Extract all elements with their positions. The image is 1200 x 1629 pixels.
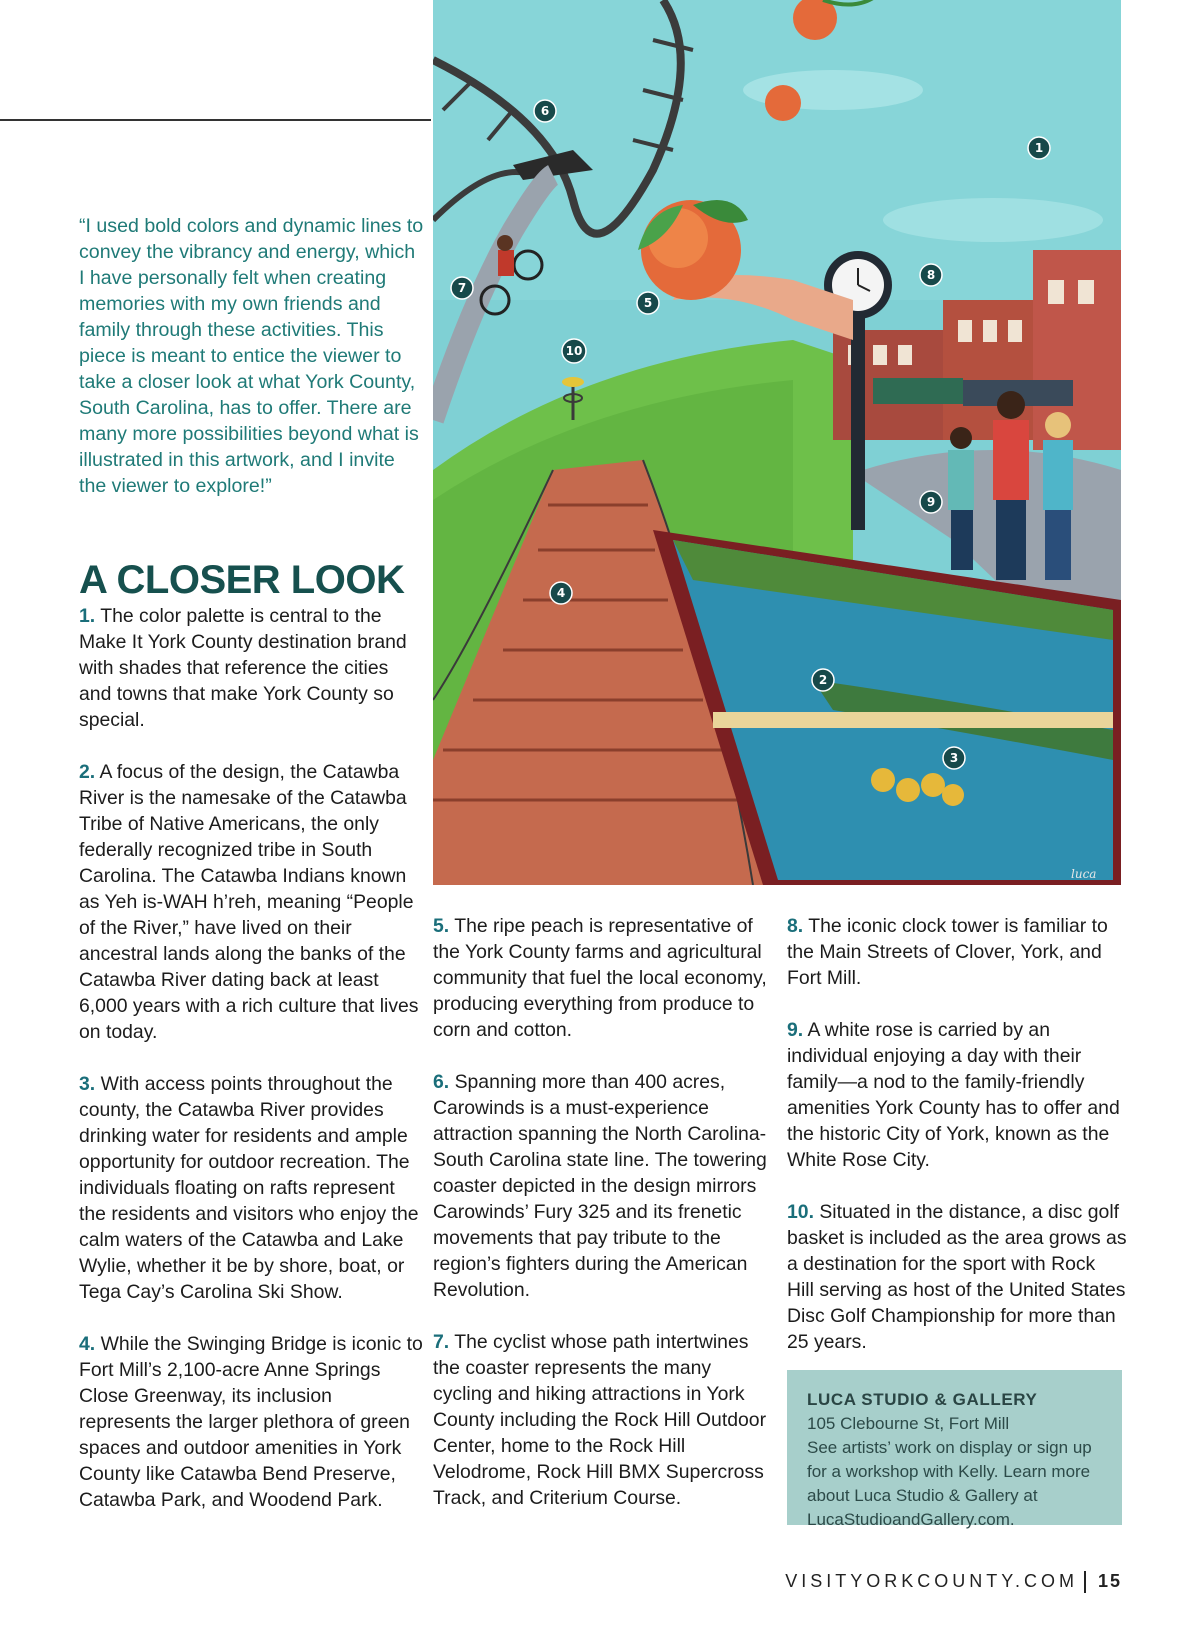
item-9 bbox=[787, 1017, 1127, 1173]
item-text: The ripe peach is representative of the York County farms and agricultural community that fuel the local economy, producing everything from produce to corn and cotton. bbox=[433, 915, 767, 1041]
item-text: The cyclist whose path intertwines the coaster represents the many cycling and hiking attractions in York County including the Rock Hill Outdoor Center, home to the Rock Hill Velodrome, Rock Hill BMX Supercross Track, and Criterium Course. bbox=[433, 1331, 767, 1509]
top-rule bbox=[0, 119, 431, 121]
item-number: 5. bbox=[433, 915, 450, 937]
badge-3 bbox=[943, 747, 965, 769]
item-number: 10. bbox=[787, 1201, 814, 1223]
clock-post bbox=[851, 300, 865, 530]
section-heading: A CLOSER LOOK bbox=[79, 558, 405, 602]
item-text: With access points throughout the county, the Catawba River provides drinking water for residents and ample opportunity for outdoor recreation. The individuals floating on rafts represent the residents and visitors who enjoy the calm waters of the Catawba and Lake Wylie, whether it be by shore, boat, or Tega Cay’s Carolina Ski Show. bbox=[79, 1073, 419, 1303]
artist-signature: luca bbox=[1071, 867, 1097, 881]
gallery-info-box bbox=[787, 1370, 1122, 1529]
badge-7 bbox=[451, 277, 473, 299]
item-10 bbox=[787, 1199, 1127, 1355]
svg-text:7: 7 bbox=[457, 281, 467, 295]
footer-site: VISITYORKCOUNTY.COM bbox=[785, 1571, 1078, 1591]
item-text: Situated in the distance, a disc golf basket is included as the area grows as a destination for the sport with Rock Hill serving as host of the United States Disc Golf Championship for more than 25 years. bbox=[787, 1201, 1127, 1353]
item-7 bbox=[433, 1329, 773, 1511]
badge-4 bbox=[550, 582, 572, 604]
column-3 bbox=[787, 913, 1127, 1381]
badge-6 bbox=[534, 100, 556, 122]
badge-8 bbox=[920, 264, 942, 286]
svg-text:2: 2 bbox=[818, 673, 828, 687]
gallery-address: 105 Clebourne St, Fort Mill bbox=[807, 1414, 1010, 1433]
item-text: The color palette is central to the Make It York County destination brand with shades that reference the cities and towns that make York County so special. bbox=[79, 605, 407, 731]
page-footer bbox=[785, 1571, 1122, 1593]
badge-9 bbox=[920, 491, 942, 513]
item-number: 3. bbox=[79, 1073, 96, 1095]
svg-text:6: 6 bbox=[540, 104, 550, 118]
item-text: A focus of the design, the Catawba River is the namesake of the Catawba Tribe of Native Americans, the only federally recognized tribe in South Carolina. The Catawba Indians known as Yeh is-WAH h’reh, meaning “People of the River,” have lived on their ancestral lands along the banks of the Catawba River dating back at least 6,000 years with a rich culture that lives on today. bbox=[79, 761, 419, 1043]
item-text: The iconic clock tower is familiar to the Main Streets of Clover, York, and Fort Mill. bbox=[787, 915, 1108, 989]
item-6 bbox=[433, 1069, 773, 1303]
item-8 bbox=[787, 913, 1127, 991]
item-number: 8. bbox=[787, 915, 804, 937]
item-4 bbox=[79, 1331, 424, 1513]
item-text: A white rose is carried by an individual enjoying a day with their family—a nod to the family-friendly amenities York County has to offer and the historic City of York, known as the White Rose City. bbox=[787, 1019, 1120, 1171]
footer-divider bbox=[1084, 1571, 1086, 1593]
item-number: 2. bbox=[79, 761, 96, 783]
svg-text:5: 5 bbox=[643, 296, 653, 310]
item-3 bbox=[79, 1071, 424, 1305]
item-number: 6. bbox=[433, 1071, 450, 1093]
gallery-title: LUCA STUDIO & GALLERY bbox=[807, 1390, 1038, 1409]
page-number: 15 bbox=[1097, 1571, 1122, 1591]
artwork-svg bbox=[433, 0, 1121, 885]
column-1 bbox=[79, 603, 424, 1539]
artist-quote: “I used bold colors and dynamic lines to convey the vibrancy and energy, which I have personally felt when creating memories with my own friends and family through these activities. This piece is meant to entice the viewer to take a closer look at what York County, South Carolina, has to offer. There are many more possibilities beyond what is illustrated in this artwork, and I invite the viewer to explore!” bbox=[79, 215, 424, 497]
item-number: 4. bbox=[79, 1333, 96, 1355]
badge-5 bbox=[637, 292, 659, 314]
gallery-description: See artists’ work on display or sign up for a workshop with Kelly. Learn more about Luca Studio & Gallery at LucaStudioandGallery.com. bbox=[807, 1438, 1092, 1529]
svg-text:1: 1 bbox=[1034, 141, 1044, 155]
badge-2 bbox=[812, 669, 834, 691]
artwork-illustration bbox=[433, 0, 1121, 885]
badge-10 bbox=[562, 339, 586, 363]
item-text: While the Swinging Bridge is iconic to Fort Mill’s 2,100-acre Anne Springs Close Greenway, its inclusion represents the larger plethora of green spaces and outdoor amenities in York County like Catawba Bend Preserve, Catawba Park, and Woodend Park. bbox=[79, 1333, 423, 1511]
column-2 bbox=[433, 913, 773, 1537]
item-number: 7. bbox=[433, 1331, 450, 1353]
svg-text:8: 8 bbox=[926, 268, 936, 282]
item-2 bbox=[79, 759, 424, 1045]
item-number: 1. bbox=[79, 605, 96, 627]
item-1 bbox=[79, 603, 424, 733]
badge-1 bbox=[1028, 137, 1050, 159]
svg-text:10: 10 bbox=[565, 344, 583, 358]
svg-text:3: 3 bbox=[949, 751, 959, 765]
svg-text:9: 9 bbox=[926, 495, 936, 509]
item-number: 9. bbox=[787, 1019, 804, 1041]
dock bbox=[713, 712, 1113, 728]
item-5 bbox=[433, 913, 773, 1043]
item-text: Spanning more than 400 acres, Carowinds is a must-experience attraction spanning the North Carolina-South Carolina state line. The towering coaster depicted in the design mirrors Carowinds’ Fury 325 and its frenetic movements that pay tribute to the region’s fighters during the American Revolution. bbox=[433, 1071, 767, 1301]
svg-text:4: 4 bbox=[556, 586, 566, 600]
